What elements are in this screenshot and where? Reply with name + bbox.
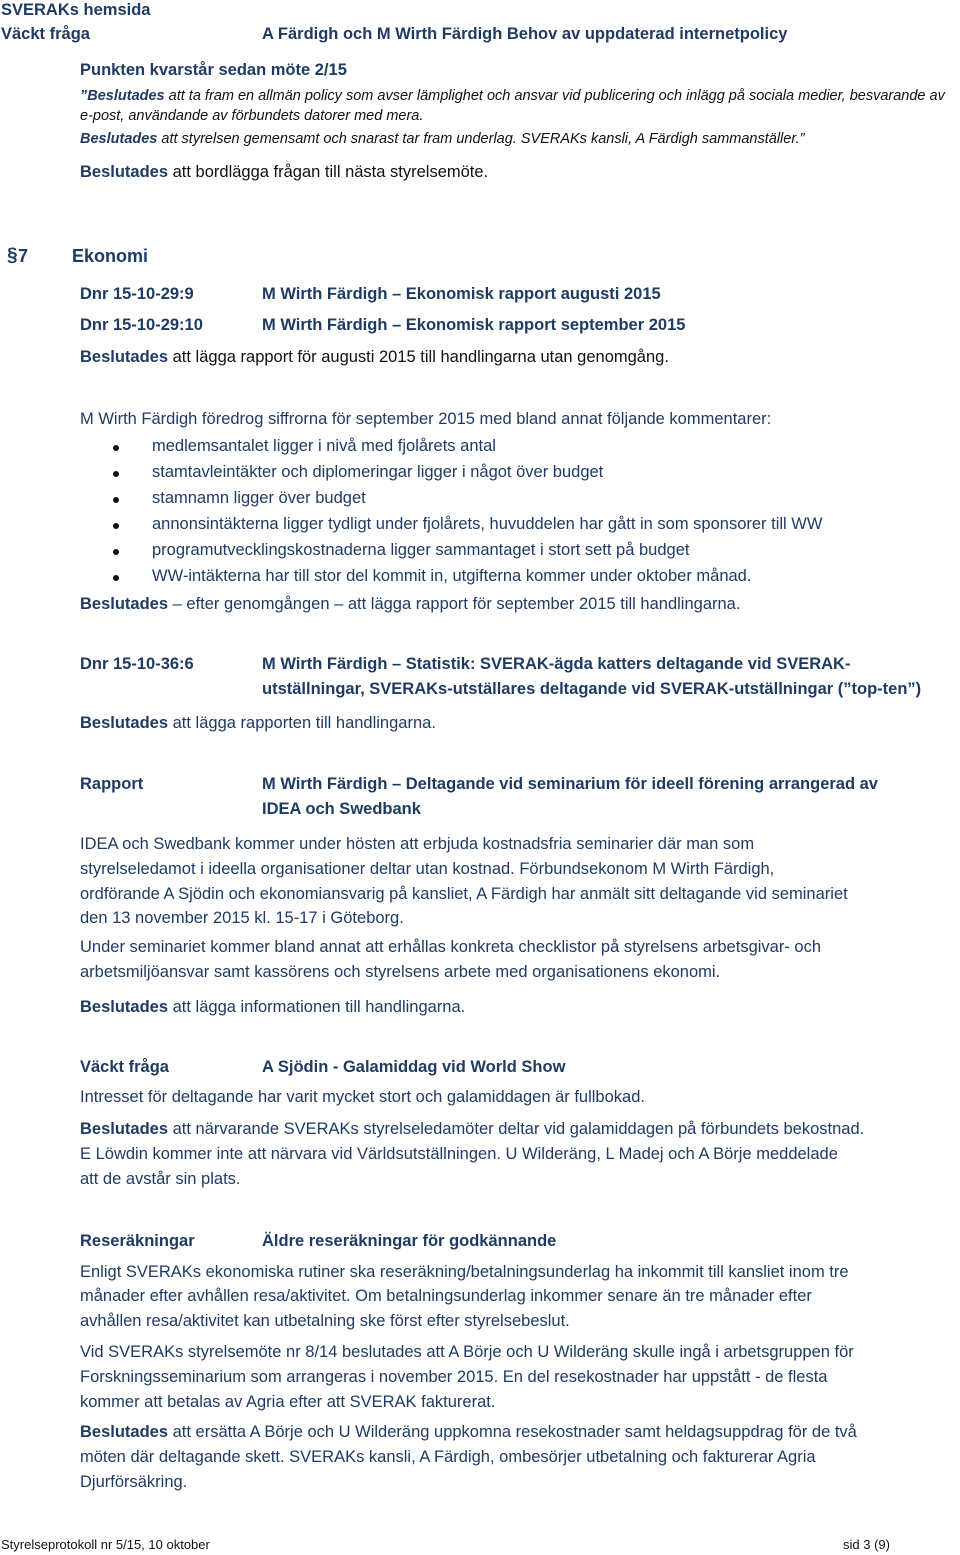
travel-para-2-line-2: Forskningsseminarium som arrangeras i november 2015. En del resekostnader har uppstått - de flesta xyxy=(80,1368,828,1386)
bullet-icon xyxy=(113,549,119,555)
report-para-1-line-4: den 13 november 2015 kl. 15-17 i Göteborg. xyxy=(80,909,404,927)
dnr-text-1: M Wirth Färdigh – Ekonomisk rapport augusti 2015 xyxy=(262,285,661,303)
keyword: Beslutades xyxy=(80,998,169,1016)
travel-label: Reseräkningar xyxy=(80,1232,195,1250)
stats-title-line-1: M Wirth Färdigh – Statistik: SVERAK-ägda katters deltagande vid SVERAK- xyxy=(262,655,851,673)
gala-decision-line-3: att de avstår sin plats. xyxy=(80,1170,241,1188)
policy-decision xyxy=(80,163,488,182)
gala-decision-line-1 xyxy=(80,1120,864,1139)
bullet-icon xyxy=(113,575,119,581)
section-title: Ekonomi xyxy=(72,246,149,266)
travel-decision-line-3: Djurförsäkring. xyxy=(80,1473,188,1491)
keyword: Beslutades xyxy=(80,131,158,147)
keyword: Beslutades xyxy=(80,714,169,732)
report-para-2-line-1: Under seminariet kommer bland annat att erhållas konkreta checklistor på styrelsens arbetsgivar- och xyxy=(80,938,822,956)
report-para-2-line-2: arbetsmiljöansvar samt kassörens och styrelsens arbete med organisationens ekonomi. xyxy=(80,963,721,981)
travel-para-1-line-1: Enligt SVERAKs ekonomiska rutiner ska reseräkning/betalningsunderlag ha inkommit till kansliet inom tre xyxy=(80,1263,849,1281)
bullet-icon xyxy=(113,523,119,529)
list-item: programutvecklingskostnaderna ligger sammantaget i stort sett på budget xyxy=(152,541,690,559)
economy-decision-1 xyxy=(80,348,669,367)
pending-note: Punkten kvarstår sedan möte 2/15 xyxy=(80,61,347,79)
travel-decision-line-2: möten där deltagande skett. SVERAKs kansli, A Färdigh, ombesörjer utbetalning och fakturerar Agria xyxy=(80,1448,816,1466)
issue-label: Väckt fråga xyxy=(1,25,90,43)
footer-page-number: sid 3 (9) xyxy=(843,1537,890,1552)
policy-quote-line-2: e-post, användande av förbundets datorer med mera. xyxy=(80,108,424,124)
report-para-1-line-1: IDEA och Swedbank kommer under hösten att erbjuda kostnadsfria seminarier där man som xyxy=(80,835,755,853)
policy-quote-line-1 xyxy=(80,88,945,104)
keyword: Beslutades xyxy=(80,595,169,613)
dnr-id-1: Dnr 15-10-29:9 xyxy=(80,285,194,303)
text: att närvarande SVERAKs styrelseledamöter deltar vid galamiddagen på förbundets bekostnad. xyxy=(168,1120,865,1138)
list-item: WW-intäkterna har till stor del kommit in, utgifterna kommer under oktober månad. xyxy=(152,567,752,585)
list-item: medlemsantalet ligger i nivå med fjolårets antal xyxy=(152,437,496,455)
report-label: Rapport xyxy=(80,775,144,793)
travel-para-2-line-3: kommer att betalas av Agria efter att SVERAK fakturerat. xyxy=(80,1393,496,1411)
travel-para-2-line-1: Vid SVERAKs styrelsemöte nr 8/14 beslutades att A Börje och U Wilderäng skulle ingå i arbetsgruppen för xyxy=(80,1343,854,1361)
text: – efter genomgången – att lägga rapport för september 2015 till handlingarna. xyxy=(168,595,741,613)
text: att bordlägga frågan till nästa styrelsemöte. xyxy=(168,163,489,181)
text: att ersätta A Börje och U Wilderäng uppkomna resekostnader samt heldagsuppdrag för de två xyxy=(168,1423,857,1441)
gala-decision-line-2: E Löwdin kommer inte att närvara vid Världsutställningen. U Wilderäng, L Madej och A Börje meddelade xyxy=(80,1145,838,1163)
text: att lägga rapport för augusti 2015 till handlingarna utan genomgång. xyxy=(168,348,669,366)
gala-label: Väckt fråga xyxy=(80,1058,169,1076)
bullet-icon xyxy=(113,471,119,477)
section-number: 7 xyxy=(18,246,29,266)
list-item: stamnamn ligger över budget xyxy=(152,489,366,507)
report-title-line-1: M Wirth Färdigh – Deltagande vid seminarium för ideell förening arrangerad av xyxy=(262,775,878,793)
economy-intro: M Wirth Färdigh föredrog siffrorna för september 2015 med bland annat följande kommentarer: xyxy=(80,410,772,428)
report-title-line-2: IDEA och Swedbank xyxy=(262,800,421,818)
dnr-id-2: Dnr 15-10-29:10 xyxy=(80,316,203,334)
travel-para-1-line-3: avhållen resa/aktivitet kan utbetalning ske först efter styrelsebeslut. xyxy=(80,1312,570,1330)
list-item: stamtavleintäkter och diplomeringar ligger i något över budget xyxy=(152,463,604,481)
travel-decision-line-1 xyxy=(80,1423,857,1442)
keyword: Beslutades xyxy=(80,1423,169,1441)
economy-decision-2 xyxy=(80,595,740,614)
bullet-icon xyxy=(113,445,119,451)
keyword: ”Beslutades xyxy=(80,88,165,104)
bullet-icon xyxy=(113,497,119,503)
travel-title: Äldre reseräkningar för godkännande xyxy=(262,1232,557,1250)
site-heading: SVERAKs hemsida xyxy=(1,1,151,19)
report-decision xyxy=(80,998,465,1017)
gala-para: Intresset för deltagande har varit mycket stort och galamiddagen är fullbokad. xyxy=(80,1088,645,1106)
text: att lägga informationen till handlingarna. xyxy=(168,998,466,1016)
keyword: Beslutades xyxy=(80,1120,169,1138)
list-item: annonsintäkterna ligger tydligt under fjolårets, huvuddelen har gått in som sponsorer till WW xyxy=(152,515,823,533)
report-para-1-line-3: ordförande A Sjödin och ekonomiansvarig på kansliet, A Färdigh har anmält sitt deltagande vid seminariet xyxy=(80,885,848,903)
report-para-1-line-2: styrelseledamot i ideella organisationer deltar utan kostnad. Förbundsekonom M Wirth Färdigh, xyxy=(80,860,775,878)
footer-protocol: Styrelseprotokoll nr 5/15, 10 oktober xyxy=(1,1537,210,1552)
section-symbol: § xyxy=(7,245,18,266)
policy-quote-line-3 xyxy=(80,131,805,147)
gala-title: A Sjödin - Galamiddag vid World Show xyxy=(262,1058,566,1076)
issue-title: A Färdigh och M Wirth Färdigh Behov av uppdaterad internetpolicy xyxy=(262,25,788,43)
text: att ta fram en allmän policy som avser lämplighet och ansvar vid publicering och inlägg på sociala medier, besvarande av xyxy=(164,88,945,104)
text: att styrelsen gemensamt och snarast tar fram underlag. SVERAKs kansli, A Färdigh sammanställer.” xyxy=(157,131,805,147)
keyword: Beslutades xyxy=(80,348,169,366)
stats-decision xyxy=(80,714,436,733)
stats-title-line-2: utställningar, SVERAKs-utställares deltagande vid SVERAK-utställningar (”top-ten”) xyxy=(262,680,922,698)
keyword: Beslutades xyxy=(80,163,169,181)
text: att lägga rapporten till handlingarna. xyxy=(168,714,436,732)
travel-para-1-line-2: månader efter avhållen resa/aktivitet. Om betalningsunderlag inkommer senare än tre månader efter xyxy=(80,1287,812,1305)
dnr-text-2: M Wirth Färdigh – Ekonomisk rapport september 2015 xyxy=(262,316,686,334)
stats-dnr-id: Dnr 15-10-36:6 xyxy=(80,655,194,673)
